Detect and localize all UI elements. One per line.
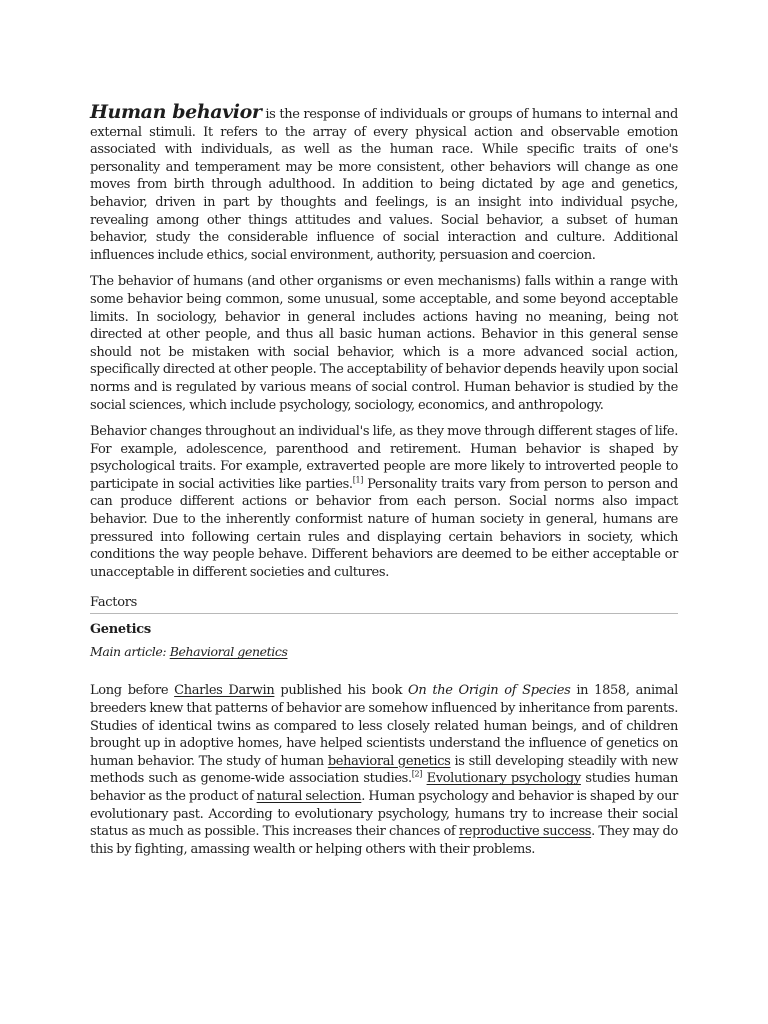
genetics-text-4: is still developing steadily with new methods such as genome-wide association studies. — [90, 753, 678, 787]
intro-paragraph — [90, 101, 679, 264]
genetics-text-1: Long before — [90, 683, 175, 699]
behavioral-genetics-inline-link[interactable]: behavioral genetics — [327, 753, 451, 769]
evolutionary-psychology-link[interactable]: Evolutionary psychology — [426, 771, 581, 787]
changes-paragraph — [90, 423, 678, 581]
genetics-text-2: published his book — [274, 683, 409, 699]
citation-2[interactable]: [2] — [411, 770, 423, 780]
main-article-prefix: Main article: — [90, 644, 170, 660]
reproductive-success-link[interactable]: reproductive success — [458, 824, 592, 840]
article-body — [90, 101, 679, 867]
behavioral-genetics-link[interactable]: Behavioral genetics — [169, 644, 288, 660]
changes-text-b: Personality traits vary from person to person and can produce different actions or behavior from each person. Social norms also impact behavior. Due to the inherently conformist nature of human society in general, humans are pressured into following certain rules and displaying certain behaviors in society, which conditions the way people behave. Different behaviors are deemed to be either acceptable or unacceptable in different societies and cultures. — [90, 476, 679, 580]
charles-darwin-link[interactable]: Charles Darwin — [174, 683, 275, 699]
citation-1[interactable]: [1] — [352, 475, 363, 485]
factors-heading: Factors — [90, 594, 678, 614]
lead-term: Human behavior — [90, 101, 262, 123]
genetics-text-6: studies human behavior as the product of — [90, 771, 678, 804]
genetics-text-8: . They may do this by fighting, amassing wealth or helping others with their problems. — [90, 824, 678, 857]
genetics-heading: Genetics — [90, 622, 151, 638]
genetics-paragraph — [90, 682, 678, 858]
book-title: On the Origin of Species — [408, 683, 571, 699]
main-article-note — [90, 643, 678, 660]
genetics-text-3: in 1858, animal breeders knew that patterns of behavior are somehow influenced by inheritance from parents. Studies of identical twins as compared to less closely related human beings, and of children brought up in adoptive homes, have helped scientists understand the influence of genetics on human behavior. The study of human — [90, 683, 678, 769]
spacer — [90, 660, 678, 682]
natural-selection-link[interactable]: natural selection — [256, 789, 362, 804]
changes-text-a: Behavior changes throughout an individual's life, as they move through different stages of life. For example, adolescence, parenthood and retirement. Human behavior is shaped by psychological traits. For example, extraverted people are more likely to introverted people to participate in social activities like parties. — [90, 424, 678, 492]
intro-text: is the response of individuals or groups of humans to internal and external stimuli. It refers to the array of every physical action and observable emotion associated with individuals, as well as the human race. While specific traits of one's personality and temperament may be more consistent, other behaviors will change as one moves from birth through adulthood. In addition to being dictated by age and genetics, behavior, driven in part by thoughts and feelings, is an insight into individual psyche, revealing among other things attitudes and values. Social behavior, a subset of human behavior, study the considerable influence of social interaction and culture. Additional influences include ethics, social environment, authority, persuasion and coercion. — [90, 107, 679, 263]
range-paragraph: The behavior of humans (and other organisms or even mechanisms) falls within a range with some behavior being common, some unusual, some acceptable, and some beyond acceptable limits. In sociology, behavior in general includes actions having no meaning, being not directed at other people, and thus all basic human actions. Behavior in this general sense should not be mistaken with social behavior, which is a more advanced social action, specifically directed at other people. The acceptability of behavior depends heavily upon social norms and is regulated by various means of social control. Human behavior is studied by the social sciences, which include psychology, sociology, economics, and anthropology. — [90, 274, 678, 413]
genetics-text-7: . Human psychology and behavior is shaped by our evolutionary past. According to evolutionary psychology, humans try to increase their social status as much as possible. This increases their chances of — [90, 789, 678, 840]
